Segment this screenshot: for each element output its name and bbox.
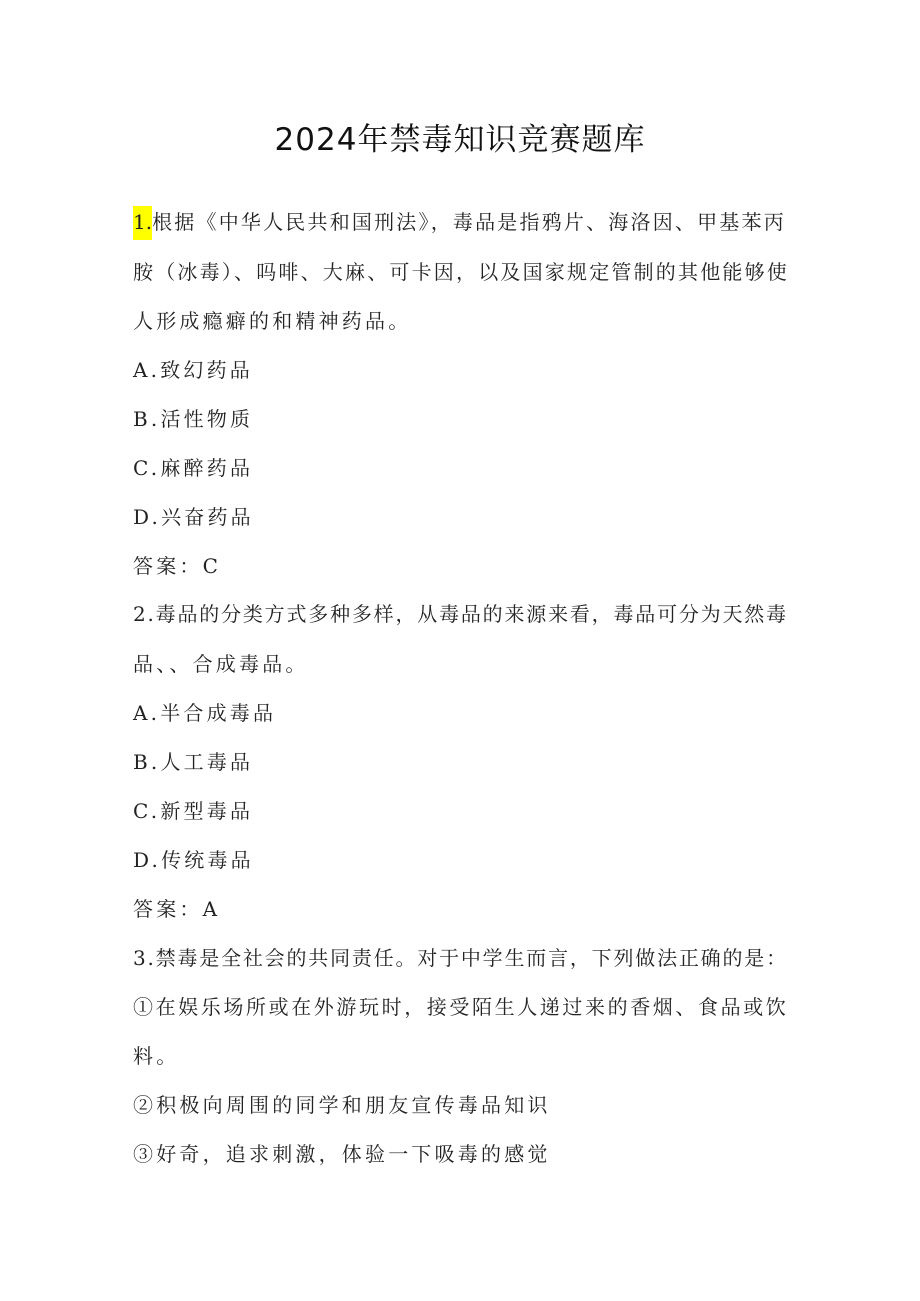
question-2-stem-line-2: 品、、合成毒品。 <box>133 652 309 676</box>
question-3-item-3: ③好奇，追求刺激，体验一下吸毒的感觉 <box>133 1142 551 1166</box>
question-2-option-a: A.半合成毒品 <box>133 701 277 725</box>
question-1-option-c: C.麻醉药品 <box>133 456 254 480</box>
question-1-stem-text: 根据《中华人民共和国刑法》，毒品是指鸦片、海洛因、甲基苯丙 <box>152 210 786 234</box>
question-1-option-d: D.兴奋药品 <box>133 505 254 529</box>
question-3-item-1-line-1: ①在娱乐场所或在外游玩时，接受陌生人递过来的香烟、食品或饮 <box>133 995 789 1019</box>
question-2-option-c: C.新型毒品 <box>133 799 254 823</box>
question-1-stem-line-3: 人形成瘾癖的和精神药品。 <box>133 309 412 333</box>
page-title: 2024年禁毒知识竞赛题库 <box>274 122 646 158</box>
question-3-item-1-line-2: 料。 <box>133 1044 180 1068</box>
question-2-stem-line-1: 2.毒品的分类方式多种多样，从毒品的来源来看，毒品可分为天然毒 <box>133 602 788 626</box>
question-1-option-b: B.活性物质 <box>133 407 254 431</box>
question-1-stem-line-2: 胺（冰毒）、吗啡、大麻、可卡因，以及国家规定管制的其他能够使 <box>133 260 789 284</box>
question-1-number-highlight: 1. <box>133 206 152 240</box>
question-2-option-d: D.传统毒品 <box>133 848 254 872</box>
question-1-option-a: A.致幻药品 <box>133 358 254 382</box>
question-2-answer: 答案：A <box>133 897 221 921</box>
question-1-answer: 答案：C <box>133 554 222 578</box>
question-3-item-2: ②积极向周围的同学和朋友宣传毒品知识 <box>133 1093 551 1117</box>
question-2-option-b: B.人工毒品 <box>133 750 254 774</box>
question-1-stem-line-1 <box>133 208 786 236</box>
question-3-stem-line-1: 3.禁毒是全社会的共同责任。对于中学生而言，下列做法正确的是： <box>133 946 788 970</box>
